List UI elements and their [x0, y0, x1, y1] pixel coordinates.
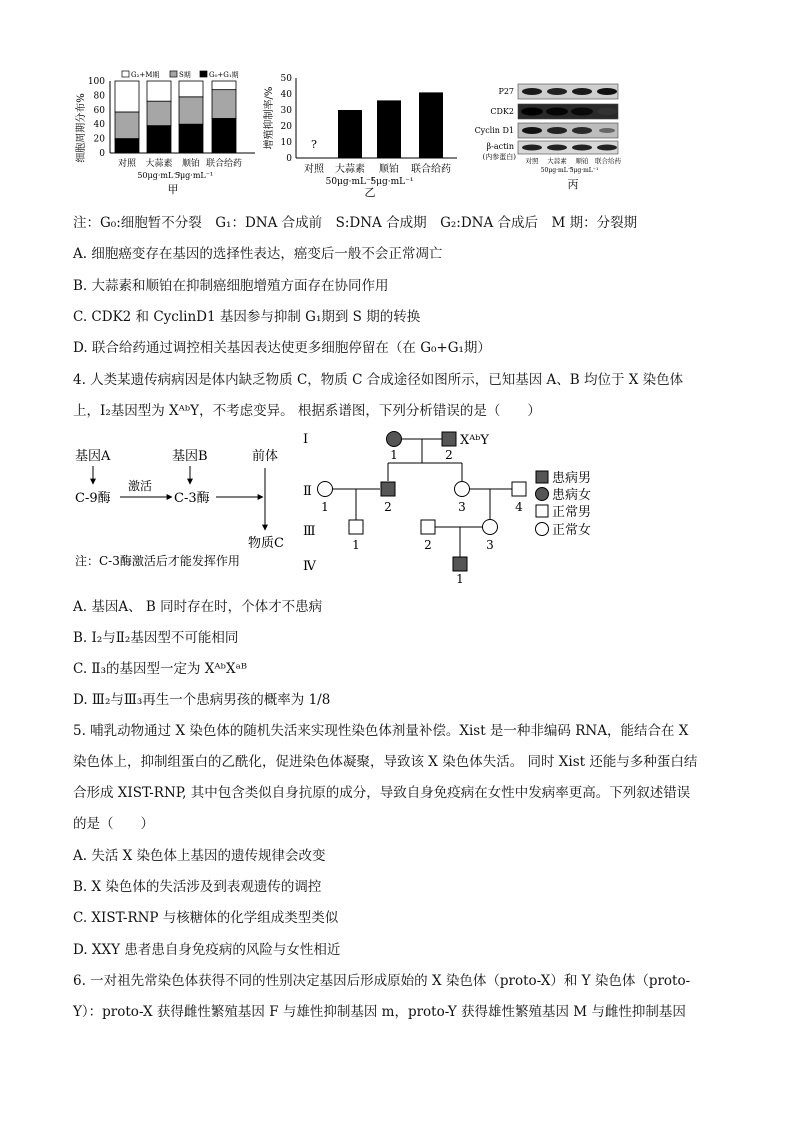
- pedigree-ii2-affected-male: [381, 482, 395, 496]
- jia-ytick-0: 0: [99, 149, 105, 159]
- bing-row-bactin: β-actin: [486, 142, 514, 151]
- jia-bar-g0g1-0: [115, 139, 139, 153]
- q3-option-c: C. CDK2 和 CyclinD1 基因参与抑制 G₁期到 S 期的转换: [73, 309, 421, 325]
- jia-cat-combined: 联合给药: [205, 159, 243, 169]
- pedigree-legend: [536, 470, 592, 538]
- bing-cat-combined: 联合给药: [595, 157, 621, 165]
- pedigree-ii3-normal-female: [455, 482, 470, 497]
- figure-yi-inhibition-chart: [262, 68, 462, 198]
- q4-stem-line1: 4. 人类某遗传病病因是体内缺乏物质 C，物质 C 合成途径如图所示，已知基因 A、B 均位于 X 染色体: [73, 372, 684, 388]
- yi-cat-control: 对照: [304, 164, 324, 175]
- q4-pathway-diagram: [70, 440, 295, 575]
- yi-bar-1: [338, 110, 362, 158]
- jia-legend-swatch-g0g1: [200, 71, 207, 77]
- pedigree-gen-4: Ⅳ: [303, 559, 316, 574]
- cell-cycle-note: 注：G₀:细胞暂不分裂 G₁：DNA 合成前 S:DNA 合成期 G₂:DNA 合成后 M 期：分裂期: [73, 215, 638, 231]
- q4-option-b: B. I₂与Ⅱ₂基因型不可能相同: [73, 630, 239, 646]
- yi-ytick-30: 30: [280, 106, 292, 116]
- bing-row-cdk2: CDK2: [490, 107, 514, 116]
- q5-stem-line1: 5. 哺乳动物通过 X 染色体的随机失活来实现性染色体剂量补偿。Xist 是一种非编码 RNA，能结合在 X: [73, 723, 689, 739]
- legend-normal-female: 正常女: [552, 523, 592, 538]
- bing-row-note: (内参蛋白): [482, 153, 516, 161]
- jia-ytick-100: 100: [87, 77, 105, 87]
- yi-cat-cisplatin: 顺铂: [379, 164, 399, 175]
- bing-cat-control: 对照: [525, 157, 539, 165]
- jia-dose1: 50μg·mL⁻¹: [137, 171, 181, 180]
- q6-stem-line2: Y）：proto-X 获得雌性繁殖基因 F 与雄性抑制基因 m，proto-Y 获得雄性繁殖基因 M 与雌性抑制基因: [73, 1004, 686, 1020]
- pedigree-num-i2: 2: [445, 448, 453, 462]
- jia-legend-swatch-s: [170, 71, 177, 77]
- jia-cat-cisplatin: 顺铂: [181, 159, 201, 169]
- pathway-enzyme-c3: C-3酶: [174, 491, 210, 506]
- q5-option-b: B. X 染色体的失活涉及到表观遗传的调控: [73, 879, 322, 895]
- bing-cat-cisplatin: 顺铂: [575, 157, 589, 165]
- pedigree-i1-affected-female: [387, 432, 402, 447]
- pedigree-gen-2: Ⅱ: [303, 484, 312, 499]
- pathway-enzyme-c9: C-9酶: [75, 491, 111, 506]
- yi-yticks: [281, 74, 293, 164]
- yi-dose1: 50μg·mL⁻¹: [325, 177, 375, 187]
- pedigree-num-ii3: 3: [458, 500, 466, 514]
- bing-cat-allicin: 大蒜素: [547, 157, 567, 165]
- jia-bars: [115, 81, 236, 153]
- pedigree-i2-genotype: XᴬᵇY: [460, 433, 489, 448]
- yi-ytick-0: 0: [286, 154, 292, 164]
- figure-jia-cell-cycle-chart: [70, 68, 260, 198]
- q5-option-c: C. XIST-RNP 与核糖体的化学组成类型类似: [73, 910, 339, 926]
- q4-option-a: A. 基因A、 B 同时存在时，个体才不患病: [73, 599, 323, 615]
- q4-option-d: D. Ⅲ₂与Ⅲ₃再生一个患病男孩的概率为 1/8: [73, 692, 331, 708]
- jia-dose2: 5μg·mL⁻¹: [174, 171, 214, 180]
- pathway-product: 物质C: [248, 536, 284, 551]
- pedigree-num-iii2: 2: [424, 538, 432, 552]
- jia-cat-control: 对照: [117, 159, 137, 169]
- q3-option-a: A. 细胞癌变存在基因的选择性表达，癌变后一般不会正常凋亡: [73, 246, 443, 262]
- jia-bar-g2m-0: [115, 81, 139, 112]
- yi-cat-allicin: 大蒜素: [335, 164, 365, 175]
- bing-row-p27: P27: [498, 87, 514, 96]
- pedigree-iii3-normal-female: [483, 520, 498, 535]
- jia-bar-g2m-3: [212, 81, 236, 90]
- q5-stem-line2: 染色体上，抑制组蛋白的乙酰化，促进染色体凝聚，导致该 X 染色体失活。 同时 Xist 还能与多种蛋白结: [73, 754, 698, 770]
- jia-ylabel: 细胞周期分布%: [76, 93, 87, 163]
- jia-ytick-40: 40: [93, 120, 105, 131]
- pedigree-iii2-normal-male: [421, 520, 435, 534]
- bing-dose2: 5μg·mL⁻¹: [569, 167, 599, 174]
- q3-option-b: B. 大蒜素和顺铂在抑制癌细胞增殖方面存在协同作用: [73, 278, 389, 294]
- q5-stem-line4: 的是（ ）: [73, 816, 154, 832]
- bing-row-cyclind1: Cyclin D1: [474, 126, 514, 135]
- jia-bar-s-3: [212, 90, 236, 119]
- yi-bar-3: [419, 92, 443, 158]
- pedigree-num-iii3: 3: [486, 538, 494, 552]
- legend-normal-male: 正常男: [552, 505, 592, 520]
- yi-label: 乙: [364, 186, 376, 199]
- jia-ytick-80: 80: [93, 91, 105, 102]
- q4-option-c: C. Ⅱ₃的基因型一定为 XᴬᵇXᵃᴮ: [73, 661, 248, 677]
- jia-bar-s-0: [115, 112, 139, 139]
- jia-ytick-20: 20: [93, 134, 105, 145]
- yi-dose2: 5μg·mL⁻¹: [370, 177, 414, 187]
- pathway-note: 注：C-3酶激活后才能发挥作用: [75, 554, 240, 568]
- jia-bar-g0g1-1: [147, 126, 171, 153]
- pedigree-num-iii1: 1: [352, 538, 360, 552]
- jia-bar-s-2: [179, 97, 203, 124]
- jia-bar-g0g1-3: [212, 118, 236, 153]
- pedigree-num-ii4: 4: [515, 500, 523, 514]
- yi-cat-combined: 联合给药: [411, 164, 451, 175]
- jia-legend-s: S期: [179, 71, 191, 79]
- jia-bar-s-1: [147, 101, 171, 125]
- jia-legend-g2m: G₂+M期: [131, 71, 160, 79]
- bing-blot-strips: [518, 84, 618, 154]
- pathway-activate-label: 激活: [128, 479, 153, 493]
- jia-yticks: [88, 77, 105, 159]
- yi-bars: [338, 92, 443, 158]
- yi-ylabel: 增殖抑制率/%: [264, 86, 275, 150]
- jia-legend-swatch-g2m: [122, 71, 129, 77]
- yi-ytick-10: 10: [280, 138, 292, 148]
- pedigree-gen-3: Ⅲ: [303, 524, 316, 539]
- pedigree-gen-1: Ⅰ: [303, 432, 309, 447]
- pedigree-iii1-normal-male: [349, 520, 363, 534]
- pathway-gene-a: 基因A: [75, 449, 111, 464]
- legend-affected-female: 患病女: [552, 488, 592, 503]
- pedigree-num-ii1: 1: [321, 500, 329, 514]
- jia-label: 甲: [167, 183, 179, 196]
- pedigree-i2-affected-male: [442, 432, 456, 446]
- pathway-precursor: 前体: [252, 449, 279, 464]
- yi-bar-2: [377, 100, 401, 158]
- jia-bar-g2m-2: [179, 81, 203, 97]
- pedigree-num-ii2: 2: [384, 500, 392, 514]
- bing-label: 丙: [567, 178, 579, 191]
- jia-legend-g0g1: G₀+G₁期: [209, 71, 239, 79]
- figure-bing-western-blot: [474, 78, 630, 196]
- q5-option-a: A. 失活 X 染色体上基因的遗传规律会改变: [73, 848, 326, 864]
- pedigree-iv1-affected-male: [453, 557, 467, 571]
- jia-ytick-60: 60: [93, 105, 105, 116]
- q3-option-d: D. 联合给药通过调控相关基因表达使更多细胞停留在（在 G₀+G₁期）: [73, 340, 491, 356]
- pedigree-ii1-normal-female: [318, 482, 333, 497]
- yi-ytick-40: 40: [280, 90, 292, 100]
- yi-question-mark: ?: [311, 138, 317, 151]
- q6-stem-line1: 6. 一对祖先常染色体获得不同的性别决定基因后形成原始的 X 染色体（proto-X）和 Y 染色体（proto-: [73, 973, 691, 989]
- bing-dose1: 50μg·mL⁻¹: [540, 167, 574, 174]
- q4-stem-line2: 上，I₂基因型为 XᴬᵇY，不考虑变异。 根据系谱图，下列分析错误的是（ ）: [73, 403, 541, 419]
- jia-bar-g2m-1: [147, 81, 171, 101]
- pedigree-num-iv1: 1: [456, 572, 464, 586]
- q5-option-d: D. XXY 患者患自身免疫病的风险与女性相近: [73, 942, 341, 958]
- jia-cat-allicin: 大蒜素: [145, 159, 173, 169]
- legend-affected-male: 患病男: [552, 471, 592, 486]
- q5-stem-line3: 合形成 XIST-RNP, 其中包含类似自身抗原的成分，导致自身免疫病在女性中发病率更高。下列叙述错误: [73, 785, 691, 801]
- pedigree-ii4-normal-male: [512, 482, 526, 496]
- yi-ytick-20: 20: [280, 122, 292, 132]
- pedigree-num-i1: 1: [390, 448, 398, 462]
- q4-pedigree-chart: [298, 425, 608, 585]
- jia-bar-g0g1-2: [179, 124, 203, 153]
- yi-ytick-50: 50: [280, 74, 292, 84]
- pathway-gene-b: 基因B: [172, 449, 208, 464]
